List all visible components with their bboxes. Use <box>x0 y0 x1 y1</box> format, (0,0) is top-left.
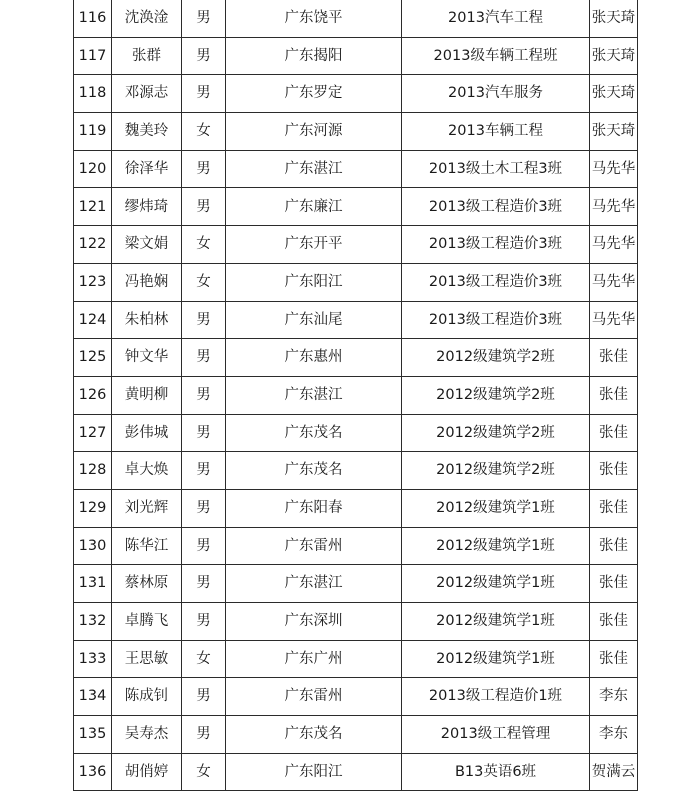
table-row <box>74 414 638 452</box>
gender-cell: 女 <box>182 753 226 791</box>
row-number-cell: 134 <box>74 678 112 716</box>
gender-cell: 男 <box>182 150 226 188</box>
row-number-cell: 117 <box>74 37 112 75</box>
hometown-cell: 广东广州 <box>226 640 402 678</box>
teacher-cell: 李东 <box>590 716 638 754</box>
gender-cell: 男 <box>182 414 226 452</box>
class-cell: 2012级建筑学1班 <box>402 565 590 603</box>
table-row <box>74 565 638 603</box>
table-row <box>74 753 638 791</box>
teacher-cell: 张佳 <box>590 452 638 490</box>
teacher-cell: 张天琦 <box>590 75 638 113</box>
teacher-cell: 张天琦 <box>590 113 638 151</box>
class-cell: 2012级建筑学2班 <box>402 452 590 490</box>
gender-cell: 男 <box>182 75 226 113</box>
row-number-cell: 126 <box>74 376 112 414</box>
gender-cell: 男 <box>182 376 226 414</box>
gender-cell: 男 <box>182 716 226 754</box>
student-name-cell: 沈涣淦 <box>112 0 182 37</box>
teacher-cell: 张天琦 <box>590 0 638 37</box>
hometown-cell: 广东廉江 <box>226 188 402 226</box>
row-number-cell: 135 <box>74 716 112 754</box>
gender-cell: 男 <box>182 678 226 716</box>
row-number-cell: 119 <box>74 113 112 151</box>
row-number-cell: 129 <box>74 489 112 527</box>
student-name-cell: 卓大焕 <box>112 452 182 490</box>
student-name-cell: 冯艳娴 <box>112 263 182 301</box>
row-number-cell: 125 <box>74 339 112 377</box>
class-cell: B13英语6班 <box>402 753 590 791</box>
table-row <box>74 339 638 377</box>
student-name-cell: 朱柏林 <box>112 301 182 339</box>
student-name-cell: 张群 <box>112 37 182 75</box>
class-cell: 2013级工程造价3班 <box>402 226 590 264</box>
class-cell: 2012级建筑学2班 <box>402 414 590 452</box>
gender-cell: 男 <box>182 188 226 226</box>
teacher-cell: 李东 <box>590 678 638 716</box>
row-number-cell: 124 <box>74 301 112 339</box>
student-name-cell: 陈成钊 <box>112 678 182 716</box>
row-number-cell: 118 <box>74 75 112 113</box>
hometown-cell: 广东饶平 <box>226 0 402 37</box>
hometown-cell: 广东雷州 <box>226 678 402 716</box>
table-row <box>74 376 638 414</box>
row-number-cell: 122 <box>74 226 112 264</box>
row-number-cell: 121 <box>74 188 112 226</box>
student-name-cell: 刘光辉 <box>112 489 182 527</box>
class-cell: 2013级工程造价1班 <box>402 678 590 716</box>
class-cell: 2012级建筑学1班 <box>402 489 590 527</box>
hometown-cell: 广东阳江 <box>226 753 402 791</box>
gender-cell: 男 <box>182 489 226 527</box>
student-name-cell: 吴寿杰 <box>112 716 182 754</box>
hometown-cell: 广东湛江 <box>226 565 402 603</box>
table-row <box>74 527 638 565</box>
hometown-cell: 广东罗定 <box>226 75 402 113</box>
gender-cell: 女 <box>182 263 226 301</box>
student-name-cell: 钟文华 <box>112 339 182 377</box>
student-name-cell: 胡俏婷 <box>112 753 182 791</box>
teacher-cell: 马先华 <box>590 226 638 264</box>
gender-cell: 男 <box>182 0 226 37</box>
table-row <box>74 678 638 716</box>
gender-cell: 男 <box>182 527 226 565</box>
student-name-cell: 梁文娟 <box>112 226 182 264</box>
row-number-cell: 133 <box>74 640 112 678</box>
class-cell: 2012级建筑学2班 <box>402 339 590 377</box>
class-cell: 2013车辆工程 <box>402 113 590 151</box>
teacher-cell: 张佳 <box>590 376 638 414</box>
hometown-cell: 广东惠州 <box>226 339 402 377</box>
row-number-cell: 131 <box>74 565 112 603</box>
teacher-cell: 张天琦 <box>590 37 638 75</box>
teacher-cell: 张佳 <box>590 527 638 565</box>
table-row <box>74 75 638 113</box>
student-name-cell: 黄明柳 <box>112 376 182 414</box>
table-row <box>74 37 638 75</box>
student-name-cell: 邓源志 <box>112 75 182 113</box>
class-cell: 2013级土木工程3班 <box>402 150 590 188</box>
table-row <box>74 301 638 339</box>
table-row <box>74 188 638 226</box>
class-cell: 2012级建筑学1班 <box>402 640 590 678</box>
student-name-cell: 徐泽华 <box>112 150 182 188</box>
student-name-cell: 卓腾飞 <box>112 603 182 641</box>
row-number-cell: 120 <box>74 150 112 188</box>
student-name-cell: 彭伟城 <box>112 414 182 452</box>
hometown-cell: 广东湛江 <box>226 150 402 188</box>
hometown-cell: 广东茂名 <box>226 452 402 490</box>
teacher-cell: 马先华 <box>590 301 638 339</box>
gender-cell: 男 <box>182 339 226 377</box>
gender-cell: 女 <box>182 113 226 151</box>
row-number-cell: 116 <box>74 0 112 37</box>
table-row <box>74 0 638 37</box>
hometown-cell: 广东茂名 <box>226 716 402 754</box>
gender-cell: 女 <box>182 226 226 264</box>
table-row <box>74 452 638 490</box>
hometown-cell: 广东河源 <box>226 113 402 151</box>
gender-cell: 女 <box>182 640 226 678</box>
row-number-cell: 128 <box>74 452 112 490</box>
table-row <box>74 150 638 188</box>
class-cell: 2012级建筑学2班 <box>402 376 590 414</box>
table-body <box>74 0 638 791</box>
table-row <box>74 489 638 527</box>
teacher-cell: 马先华 <box>590 263 638 301</box>
teacher-cell: 张佳 <box>590 489 638 527</box>
row-number-cell: 132 <box>74 603 112 641</box>
student-name-cell: 蔡林原 <box>112 565 182 603</box>
teacher-cell: 马先华 <box>590 150 638 188</box>
student-name-cell: 王思敏 <box>112 640 182 678</box>
gender-cell: 男 <box>182 301 226 339</box>
teacher-cell: 张佳 <box>590 565 638 603</box>
row-number-cell: 123 <box>74 263 112 301</box>
student-name-cell: 魏美玲 <box>112 113 182 151</box>
class-cell: 2012级建筑学1班 <box>402 527 590 565</box>
teacher-cell: 贺满云 <box>590 753 638 791</box>
hometown-cell: 广东茂名 <box>226 414 402 452</box>
teacher-cell: 马先华 <box>590 188 638 226</box>
class-cell: 2013汽车工程 <box>402 0 590 37</box>
student-table <box>73 0 638 791</box>
row-number-cell: 130 <box>74 527 112 565</box>
teacher-cell: 张佳 <box>590 640 638 678</box>
table-row <box>74 263 638 301</box>
gender-cell: 男 <box>182 452 226 490</box>
class-cell: 2013级工程造价3班 <box>402 263 590 301</box>
class-cell: 2013级工程管理 <box>402 716 590 754</box>
hometown-cell: 广东深圳 <box>226 603 402 641</box>
class-cell: 2013级车辆工程班 <box>402 37 590 75</box>
hometown-cell: 广东揭阳 <box>226 37 402 75</box>
gender-cell: 男 <box>182 603 226 641</box>
hometown-cell: 广东开平 <box>226 226 402 264</box>
teacher-cell: 张佳 <box>590 339 638 377</box>
table-row <box>74 603 638 641</box>
row-number-cell: 136 <box>74 753 112 791</box>
class-cell: 2013级工程造价3班 <box>402 188 590 226</box>
class-cell: 2013级工程造价3班 <box>402 301 590 339</box>
table-row <box>74 640 638 678</box>
hometown-cell: 广东雷州 <box>226 527 402 565</box>
hometown-cell: 广东阳江 <box>226 263 402 301</box>
hometown-cell: 广东汕尾 <box>226 301 402 339</box>
class-cell: 2012级建筑学1班 <box>402 603 590 641</box>
teacher-cell: 张佳 <box>590 603 638 641</box>
teacher-cell: 张佳 <box>590 414 638 452</box>
hometown-cell: 广东湛江 <box>226 376 402 414</box>
table-row <box>74 113 638 151</box>
row-number-cell: 127 <box>74 414 112 452</box>
table-row <box>74 226 638 264</box>
student-name-cell: 缪炜琦 <box>112 188 182 226</box>
gender-cell: 男 <box>182 37 226 75</box>
table-row <box>74 716 638 754</box>
gender-cell: 男 <box>182 565 226 603</box>
class-cell: 2013汽车服务 <box>402 75 590 113</box>
hometown-cell: 广东阳春 <box>226 489 402 527</box>
student-name-cell: 陈华江 <box>112 527 182 565</box>
